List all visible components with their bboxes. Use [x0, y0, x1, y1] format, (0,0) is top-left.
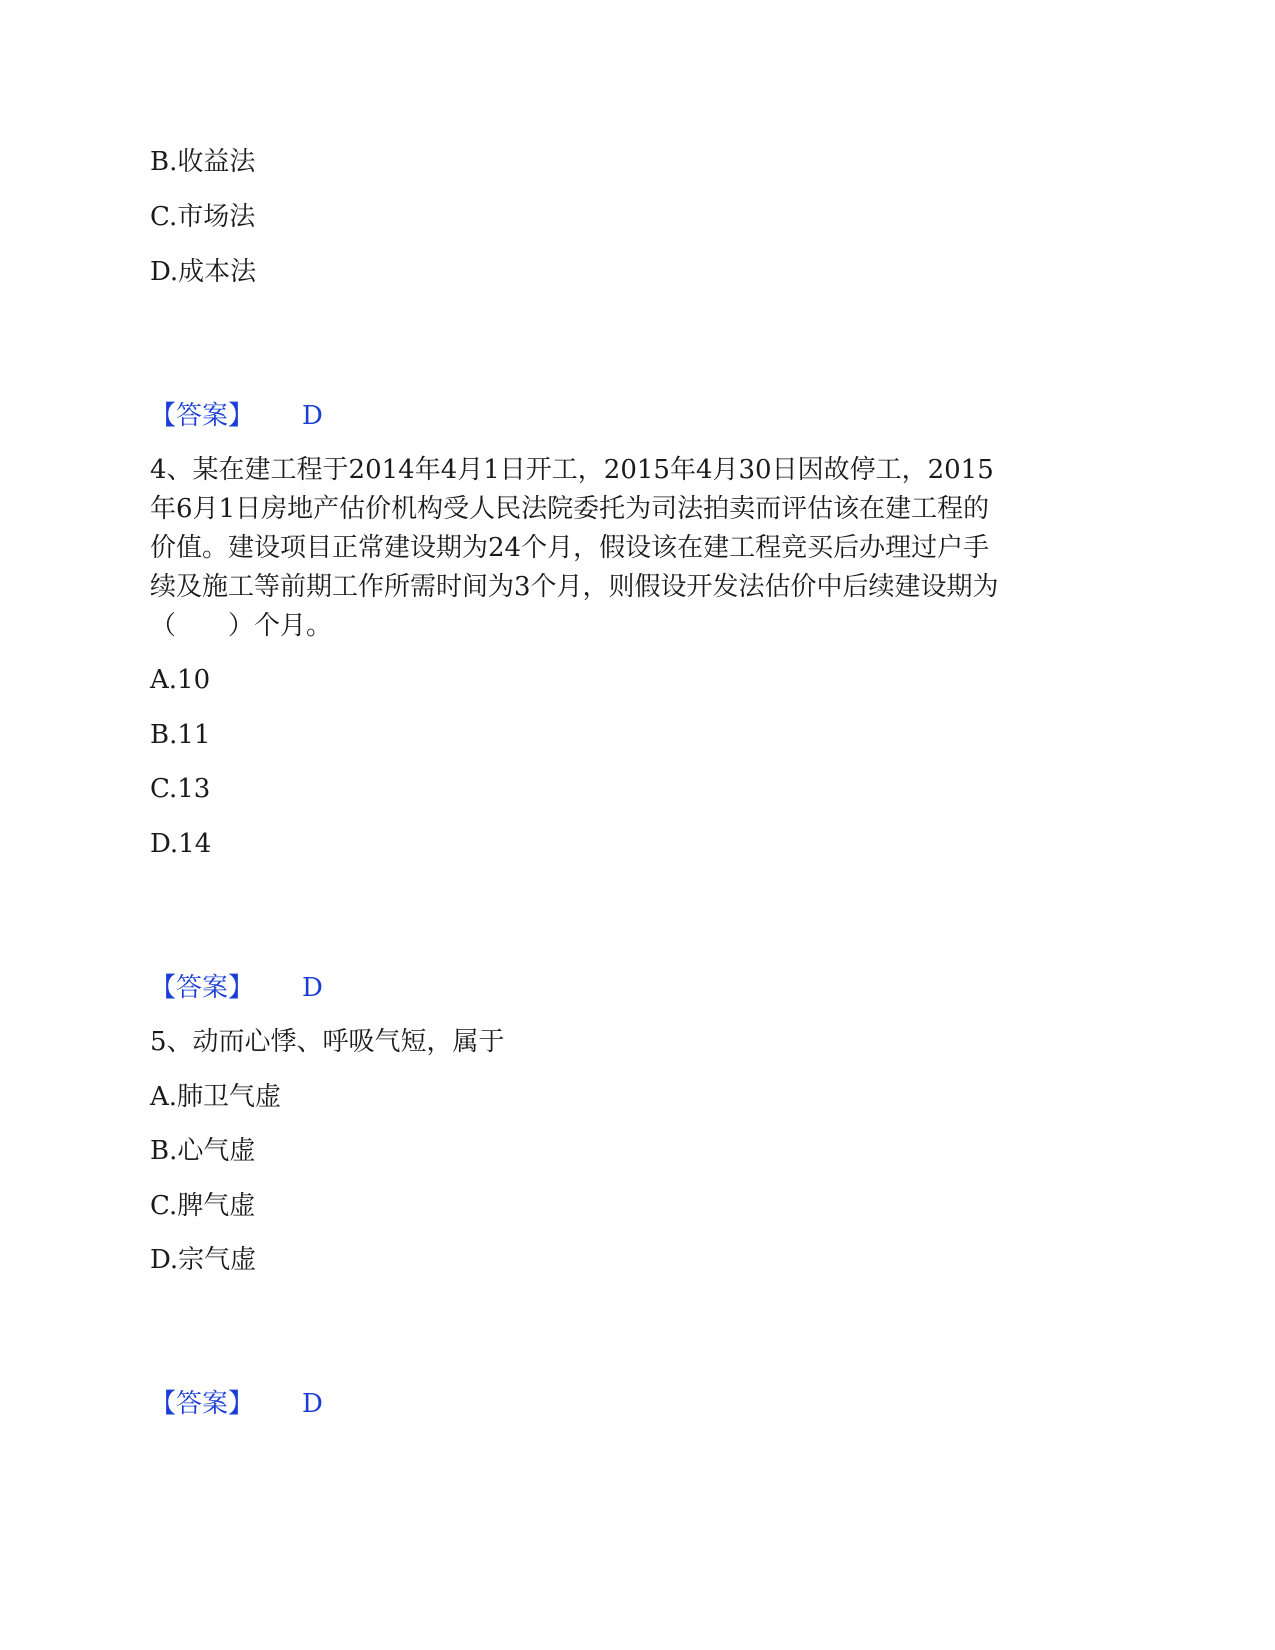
q4-option-a: A.10: [150, 665, 211, 695]
q5-stem: 5、动而心悸、呼吸气短，属于: [150, 1027, 505, 1057]
q3-option-d: D.成本法: [150, 257, 257, 287]
q4-stem-line-5: （ ）个月。: [150, 611, 333, 641]
q4-stem-line-3: 价值。建设项目正常建设期为24个月，假设该在建工程竞买后办理过户手: [150, 533, 990, 563]
q3-answer-label: 【答案】: [150, 401, 255, 431]
q4-answer: [150, 968, 323, 1008]
q5-option-c: C.脾气虚: [150, 1191, 256, 1221]
q4-option-b: B.11: [150, 720, 211, 750]
q4-stem-line-4: 续及施工等前期工作所需时间为3个月，则假设开发法估价中后续建设期为: [150, 572, 999, 602]
q4-option-c: C.13: [150, 774, 211, 804]
q3-option-c: C.市场法: [150, 202, 256, 232]
q4-answer-value: D: [302, 973, 323, 1003]
q5-option-d: D.宗气虚: [150, 1245, 257, 1275]
q3-answer-value: D: [302, 401, 323, 431]
q5-answer-label: 【答案】: [150, 1389, 255, 1419]
q5-answer: [150, 1384, 323, 1424]
q4-stem-line-2: 年6月1日房地产估价机构受人民法院委托为司法拍卖而评估该在建工程的: [150, 494, 990, 524]
q4-stem-line-1: 4、某在建工程于2014年4月1日开工，2015年4月30日因故停工，2015: [150, 455, 994, 485]
q5-option-b: B.心气虚: [150, 1136, 256, 1166]
q5-answer-value: D: [302, 1389, 323, 1419]
q3-answer: [150, 396, 323, 436]
q5-option-a: A.肺卫气虚: [150, 1082, 282, 1112]
q4-option-d: D.14: [150, 829, 212, 859]
q3-option-b: B.收益法: [150, 147, 256, 177]
q4-answer-label: 【答案】: [150, 973, 255, 1003]
